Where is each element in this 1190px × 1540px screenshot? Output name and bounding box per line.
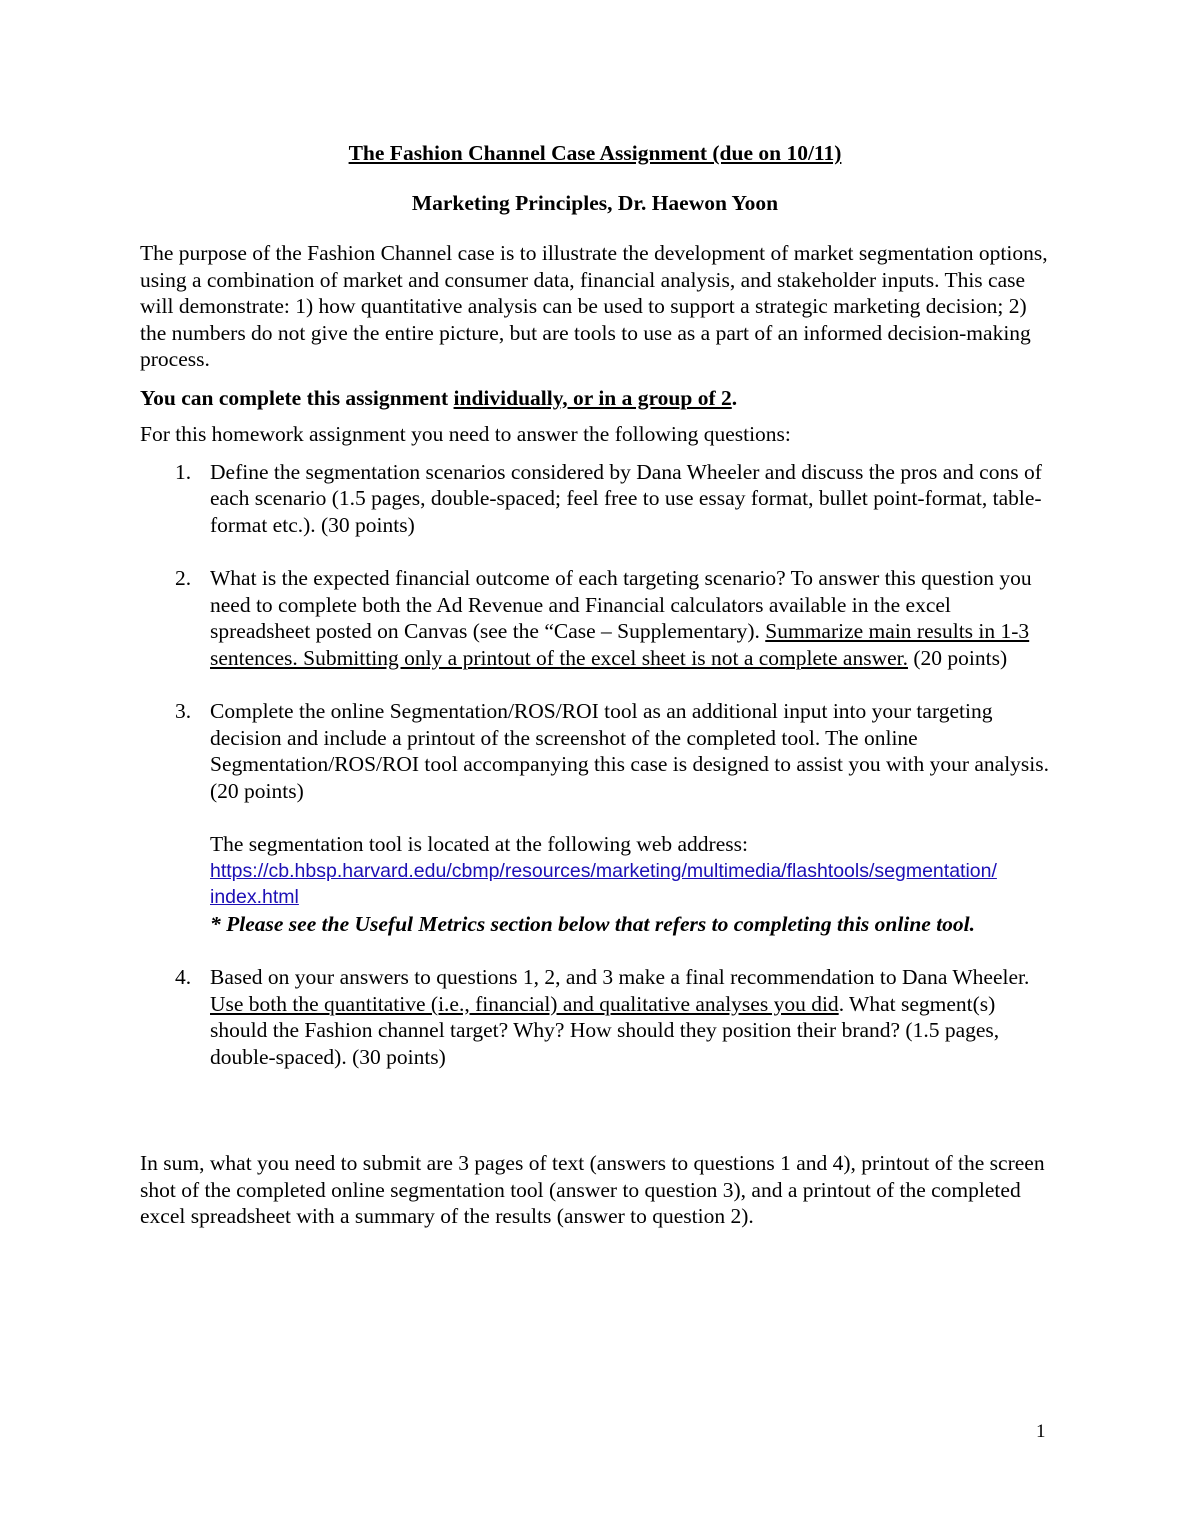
group-instruction-emphasis: individually, or in a group of 2 (453, 385, 732, 410)
segmentation-tool-link-line-1[interactable]: https://cb.hbsp.harvard.edu/cbmp/resources/marketing/multimedia/flashtools/segmentation/ (210, 859, 997, 882)
question-text: Define the segmentation scenarios considered by Dana Wheeler and discuss the pros and cons of each scenario (1.5 pages, double-spaced; feel free to use essay format, bullet point-format, table-format etc.). (30 points) (210, 459, 1042, 537)
question-text: . What segment(s) should the Fashion channel target? Why? How should they position their brand? (1.5 pages, double-spaced). (30 points) (210, 991, 1000, 1069)
question-3 (140, 698, 1050, 937)
question-2 (140, 565, 1050, 671)
question-text: What is the expected financial outcome of each targeting scenario? To answer this question you need to complete both the Ad Revenue and Financial calculators available in the excel spreadsheet posted on Canvas (see the “Case – Supplementary). (210, 566, 1032, 643)
questions-list (140, 459, 1050, 1071)
questions-intro: For this homework assignment you need to answer the following questions: (140, 422, 791, 446)
question-prefix: Based on your answers to questions 1, 2, and 3 make a final recommendation to Dana Wheeler. (210, 965, 1030, 989)
question-number: 4. (175, 965, 192, 989)
group-instruction (140, 385, 1050, 412)
segmentation-tool-link-line-2[interactable]: index.html (210, 886, 299, 908)
question-points: (20 points) (907, 645, 1008, 670)
document-subtitle: Marketing Principles, Dr. Haewon Yoon (411, 191, 779, 215)
question-number: 1. (175, 459, 192, 484)
question-text: Complete the online Segmentation/ROS/ROI tool as an additional input into your targeting decision and include a printout of the screenshot of the completed tool. The online Segmentation/ROS/ROI tool accompanying this case is designed to assist you with your analysis. (20 points) (210, 699, 1050, 803)
summary-paragraph: In sum, what you need to submit are 3 pages of text (answers to questions 1 and 4), printout of the screen shot of the completed online segmentation tool (answer to question 3), and a printout of the completed excel spreadsheet with a summary of the results (answer to question 2). (140, 1151, 1045, 1228)
question-underlined-text: Summarize main results in 1-3 sentences. Submitting only a printout of the excel sheet is not a complete answer. (210, 619, 1030, 670)
question-number: 3. (175, 699, 192, 723)
group-instruction-suffix: . (731, 385, 738, 410)
document-page (140, 140, 1050, 1230)
useful-metrics-note: * Please see the Useful Metrics section below that refers to completing this online tool. (210, 911, 976, 936)
tool-location-block (210, 831, 1050, 937)
document-title: The Fashion Channel Case Assignment (due on 10/11) (348, 141, 842, 165)
tool-location-text: The segmentation tool is located at the following web address: (210, 832, 748, 856)
question-1 (140, 459, 1050, 539)
question-4 (140, 964, 1050, 1070)
question-number: 2. (175, 566, 192, 590)
intro-paragraph: The purpose of the Fashion Channel case is to illustrate the development of market segmentation options, using a combination of market and consumer data, financial analysis, and stakeholder inputs. This case will demonstrate: 1) how quantitative analysis can be used to support a strategic marketing decision; 2) the numbers do not give the entire picture, but are tools to use as a part of an informed decision-making process. (140, 241, 1048, 371)
page-number: 1 (1036, 1421, 1046, 1442)
group-instruction-prefix: You can complete this assignment (140, 385, 454, 410)
question-underlined-text: Use both the quantitative (i.e., financial) and qualitative analyses you did (210, 991, 839, 1016)
